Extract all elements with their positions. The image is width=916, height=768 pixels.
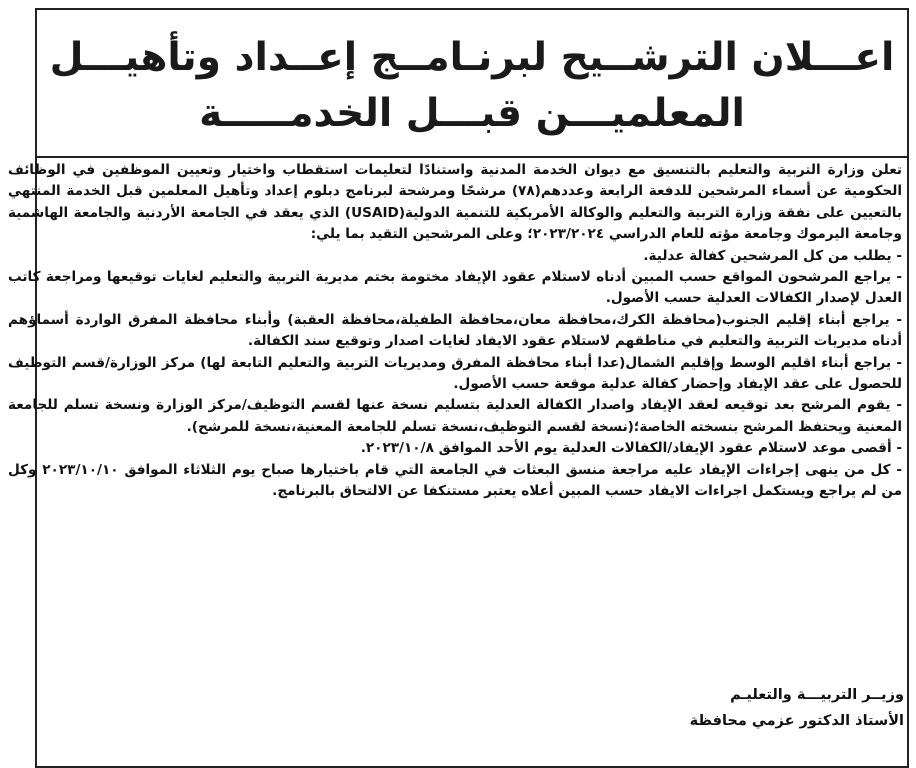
title-line-1: اعـــلان الترشــيح لبرنـامــج إعــداد وتأهيـــل xyxy=(49,35,895,80)
announcement-title xyxy=(37,10,907,142)
list-item: - يقوم المرشح بعد توقيعه لعقد الإيفاد واصدار الكفالة العدلية بتسليم نسخة عنها لقسم التوظيف/مركز الوزارة ونسخة تسلم للجامعة المعنية ويحتفظ المرشح بنسخته الخاصة؛(نسخة لقسم التوظيف،نسخة تسلم للجامعة المعنية،نسخة للمرشح). xyxy=(8,397,902,435)
intro-paragraph: تعلن وزارة التربية والتعليم بالتنسيق مع ديوان الخدمة المدنية واستنادًا لتعليمات استقطاب واختيار وتعيين الموظفين في الوظائف الحكومية عن أسماء المرشحين للدفعة الرابعة وعددهم(٧٨) مرشحًا ومرشحة لبرنامج دبلوم إعداد وتأهيل المعلمين قبل الخدمة المنتهي بالتعيين على نفقة وزارة التربية والتعليم والوكالة الأمريكية للتنمية الدولية(USAID) الذي يعقد في الجامعة الأردنية والجامعة الهاشمية وجامعة اليرموك وجامعة مؤته للعام الدراسي ٢٠٢٣/٢٠٢٤؛ وعلى المرشحين التقيد بما يلي: xyxy=(8,162,903,243)
list-item: - يراجع أبناء إقليم الجنوب(محافظة الكرك،محافظة معان،محافظة الطفيلة،محافظة العقبة) وأبناء محافظة المفرق الواردة أسماؤهم أدناه مديريات التربية والتعليم في مناطقهم لاستلام عقود الايفاد لغايات اصدار وتوقيع سند الكفالة. xyxy=(8,311,902,350)
signature-name: الأستاذ الدكتور عزمي محافظة xyxy=(689,713,904,729)
announcement-body xyxy=(8,160,902,503)
list-item: - يراجع أبناء اقليم الوسط وإقليم الشمال(عدا أبناء محافظة المفرق ومديريات التربية والتعليم التابعة لها) مركز الوزارة/قسم التوظيف للحصول على عقد الإيفاد وإحضار كفالة عدلية موقعة حسب الأصول. xyxy=(8,354,902,393)
title-line-2: المعلميـــن قبـــل الخدمـــــة xyxy=(199,91,745,136)
title-box xyxy=(37,10,907,158)
list-item: - يراجع المرشحون المواقع حسب المبين أدناه لاستلام عقود الإيفاد مختومة بختم مديرية التربية والتعليم لغايات توقيعها ومراجعة كاتب العدل لإصدار الكفالات العدلية حسب الأصول. xyxy=(8,269,902,307)
signature-block xyxy=(690,682,904,734)
signature-title: وزيــر التربيـــة والتعليـم xyxy=(730,687,904,703)
list-item: - يطلب من كل المرشحين كفالة عدلية. xyxy=(643,247,902,264)
list-item: - كل من ينهى إجراءات الإيفاد عليه مراجعة منسق البعثات في الجامعة التي قام باختيارها صباح يوم الثلاثاء الموافق ٢٠٢٣/١٠/١٠ وكل من لم يراجع ويستكمل اجراءات الايفاد حسب المبين أعلاه يعتبر مستنكفا عن الالتحاق بالبرنامج. xyxy=(8,461,902,500)
list-item: - أقصى موعد لاستلام عقود الإيفاد/الكفالات العدلية يوم الأحد الموافق ٢٠٢٣/١٠/٨. xyxy=(360,440,902,457)
